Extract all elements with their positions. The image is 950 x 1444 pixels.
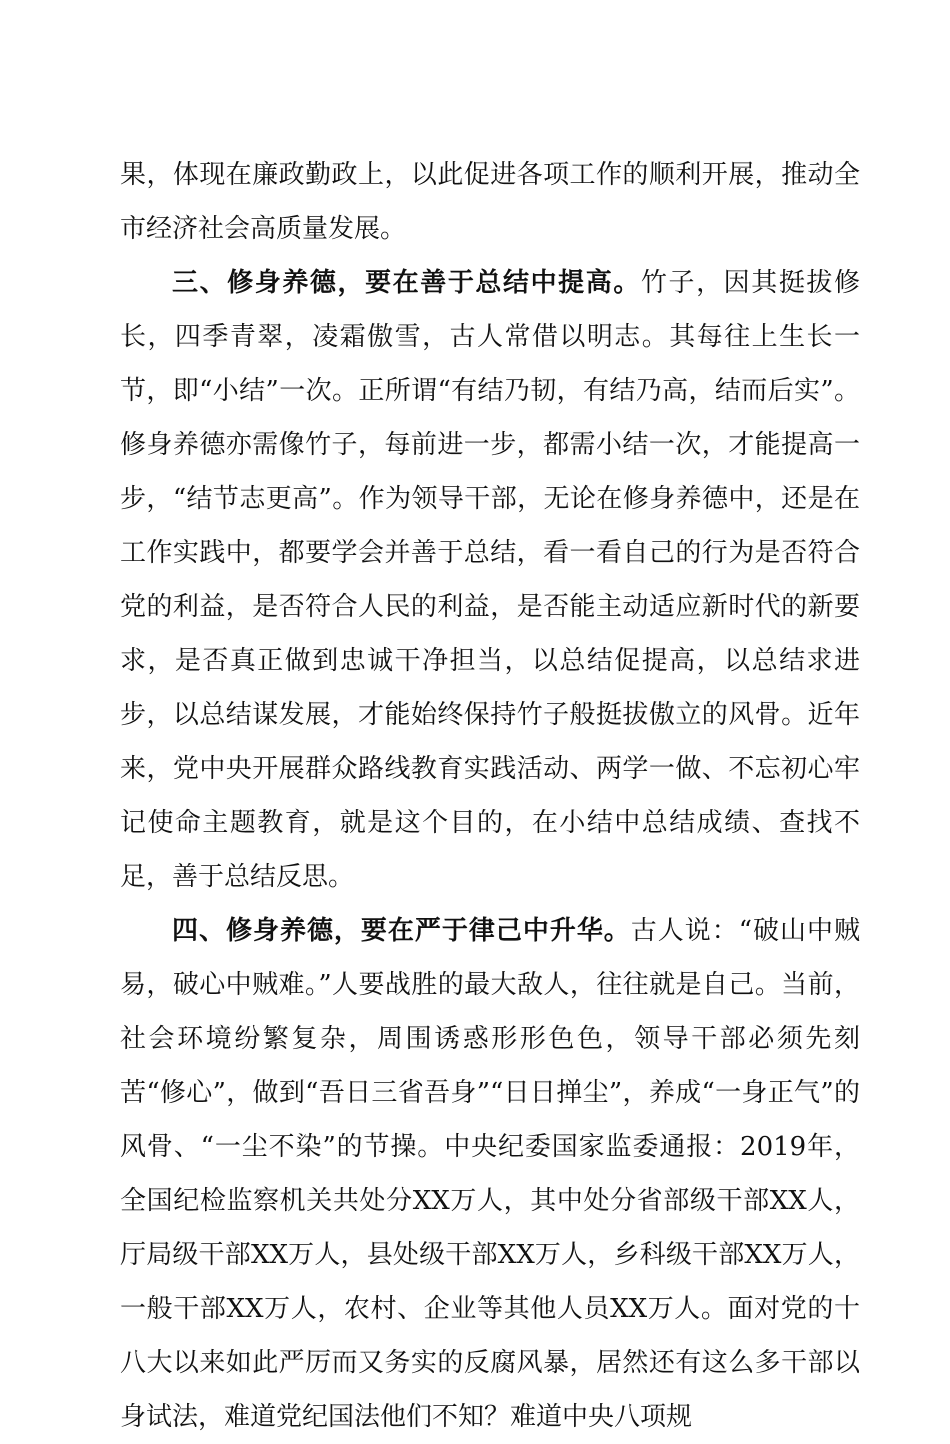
- section-heading: 四、修身养德，要在严于律己中升华。: [172, 916, 631, 946]
- paragraph-body: 竹子，因其挺拔修长，四季青翠，凌霜傲雪，古人常借以明志。其每往上生长一节，即“小结”一次。正所谓“有结乃韧，有结乃高，结而后实”。修身养德亦需像竹子，每前进一步，都需小结一次，才能提高一步，“结节志更高”。作为领导干部，无论在修身养德中，还是在工作实践中，都要学会并善于总结，看一看自己的行为是否符合党的利益，是否符合人民的利益，是否能主动适应新时代的新要求，是否真正做到忠诚干净担当，以总结促提高，以总结求进步，以总结谋发展，才能始终保持竹子般挺拔傲立的风骨。近年来，党中央开展群众路线教育实践活动、两学一做、不忘初心牢记使命主题教育，就是这个目的，在小结中总结成绩、查找不足，善于总结反思。: [120, 268, 860, 892]
- paragraph-continuation: [120, 148, 860, 256]
- section-heading: 三、修身养德，要在善于总结中提高。: [172, 268, 641, 298]
- paragraph-body: 古人说：“破山中贼易，破心中贼难。”人要战胜的最大敌人，往往就是自己。当前，社会环境纷繁复杂，周围诱惑形形色色，领导干部必须先刻苦“修心”，做到“吾日三省吾身”“日日掸尘”，养成“一身正气”的风骨、“一尘不染”的节操。中央纪委国家监委通报：2019年，全国纪检监察机关共处分XX万人，其中处分省部级干部XX人，厅局级干部XX万人，县处级干部XX万人，乡科级干部XX万人，一般干部XX万人，农村、企业等其他人员XX万人。面对党的十八大以来如此严厉而又务实的反腐风暴，居然还有这么多干部以身试法，难道党纪国法他们不知？难道中央八项规: [120, 916, 860, 1432]
- paragraph-body: 果，体现在廉政勤政上，以此促进各项工作的顺利开展，推动全市经济社会高质量发展。: [120, 160, 860, 244]
- paragraph-section-three: [120, 256, 860, 904]
- document-page: [120, 148, 860, 1444]
- paragraph-section-four: [120, 904, 860, 1444]
